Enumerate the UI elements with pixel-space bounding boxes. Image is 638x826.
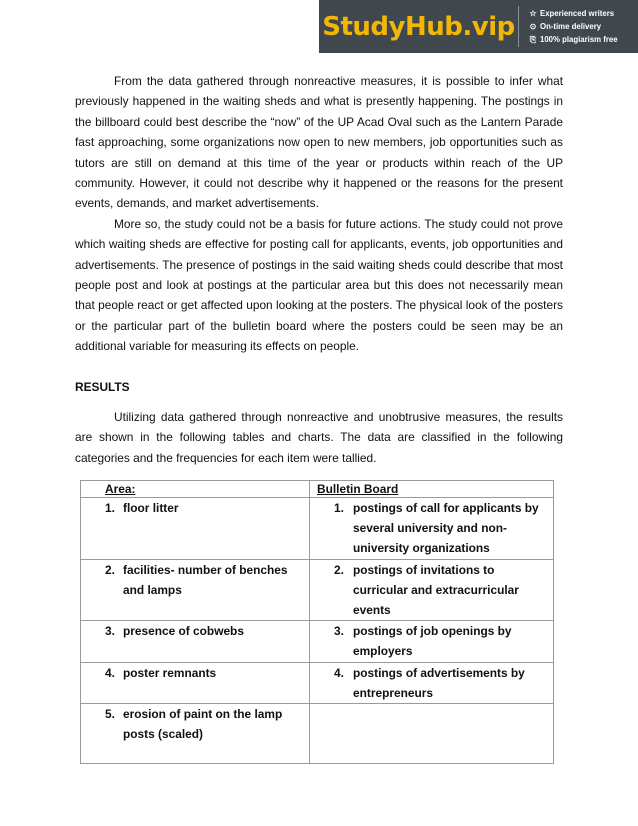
- table-row: [81, 621, 554, 662]
- document-body: [75, 71, 563, 468]
- table-row: [81, 559, 554, 621]
- feature-label: Experienced writers: [540, 8, 615, 18]
- table-cell: [81, 621, 310, 662]
- item-number: 3.: [105, 624, 115, 639]
- table-cell: [310, 559, 554, 621]
- table-cell: [81, 559, 310, 621]
- feature-label: On-time delivery: [540, 21, 602, 31]
- banner-features: [519, 0, 638, 53]
- table-header-row: [81, 481, 554, 498]
- results-heading: RESULTS: [75, 379, 130, 394]
- table-cell: [81, 498, 310, 560]
- table-row: [81, 704, 554, 764]
- item-number: 1.: [334, 501, 344, 515]
- area-item: poster remnants: [123, 665, 217, 680]
- feature-plagiarism-free: [528, 34, 638, 46]
- item-number: 1.: [105, 501, 115, 515]
- categories-table: [80, 480, 554, 764]
- star-icon: ☆: [529, 8, 537, 18]
- table-row: [81, 498, 554, 560]
- table-cell: [310, 621, 554, 662]
- feature-on-time-delivery: [528, 21, 638, 33]
- item-number: 2.: [105, 562, 115, 577]
- paragraph-results-intro: Utilizing data gathered through nonreactive and unobtrusive measures, the results are shown in the following tables and charts. The data are classified in the following categories and the frequencies for each item were tallied.: [75, 409, 563, 465]
- feature-label: 100% plagiarism free: [540, 34, 618, 44]
- item-number: 2.: [334, 562, 344, 577]
- item-number: 5.: [105, 707, 115, 722]
- clock-icon: ⊙: [529, 21, 537, 31]
- paragraph-study-limitations: More so, the study could not be a basis for future actions. The study could not prove which waiting sheds are effective for posting call for applicants, events, job opportunities and advertisements. The presence of postings in the said waiting sheds could describe that most people post and look at postings at the particular area but this does not necessarily mean that people react or get affected upon looking at the posters. The physical look of the posters or the particular part of the bulletin board where the posters could be seen may be an additional variable for measuring its effects on people.: [75, 216, 563, 354]
- table-header-cell: [81, 481, 310, 498]
- area-item: erosion of paint on the lamp posts (scaled): [123, 707, 283, 742]
- item-number: 3.: [334, 624, 344, 639]
- item-number: 4.: [105, 665, 115, 680]
- paragraph-nonreactive-measures: From the data gathered through nonreactive measures, it is possible to infer what previously happened in the waiting sheds and what is presently happening. The postings in the billboard could best describe the “now” of the UP Acad Oval such as the Lantern Parade fast approaching, some organizations now open to new members, job opportunities such as tutors are still on demand at this time of the year or products within reach of the UP community. However, it could not describe why it happened or the reasons for the present events, demands, and market advertisements.: [75, 74, 563, 211]
- bulletin-board-header: Bulletin Board: [317, 482, 399, 496]
- area-item: facilities- number of benches and lamps: [123, 562, 288, 597]
- item-number: 4.: [334, 665, 344, 680]
- table-header-cell: [310, 481, 554, 498]
- bulletin-item: postings of job openings by employers: [353, 624, 512, 659]
- document-check-icon: ⎘: [529, 34, 537, 44]
- table-cell: [81, 662, 310, 703]
- bulletin-item: postings of invitations to curricular and extracurricular events: [353, 562, 519, 618]
- table-cell: [310, 662, 554, 703]
- area-item: presence of cobwebs: [123, 624, 244, 639]
- table-cell: [310, 704, 554, 764]
- studyhub-banner: [319, 0, 638, 53]
- area-header: Area:: [105, 482, 136, 496]
- table-row: [81, 662, 554, 703]
- feature-experienced-writers: [528, 8, 638, 20]
- table-cell: [81, 704, 310, 764]
- bulletin-item: postings of advertisements by entrepreneurs: [353, 665, 525, 700]
- studyhub-logo: StudyHub.vip: [322, 11, 515, 42]
- table-cell: [310, 498, 554, 560]
- bulletin-item: postings of call for applicants by several university and non-university organizations: [353, 501, 539, 556]
- area-item: floor litter: [123, 501, 179, 515]
